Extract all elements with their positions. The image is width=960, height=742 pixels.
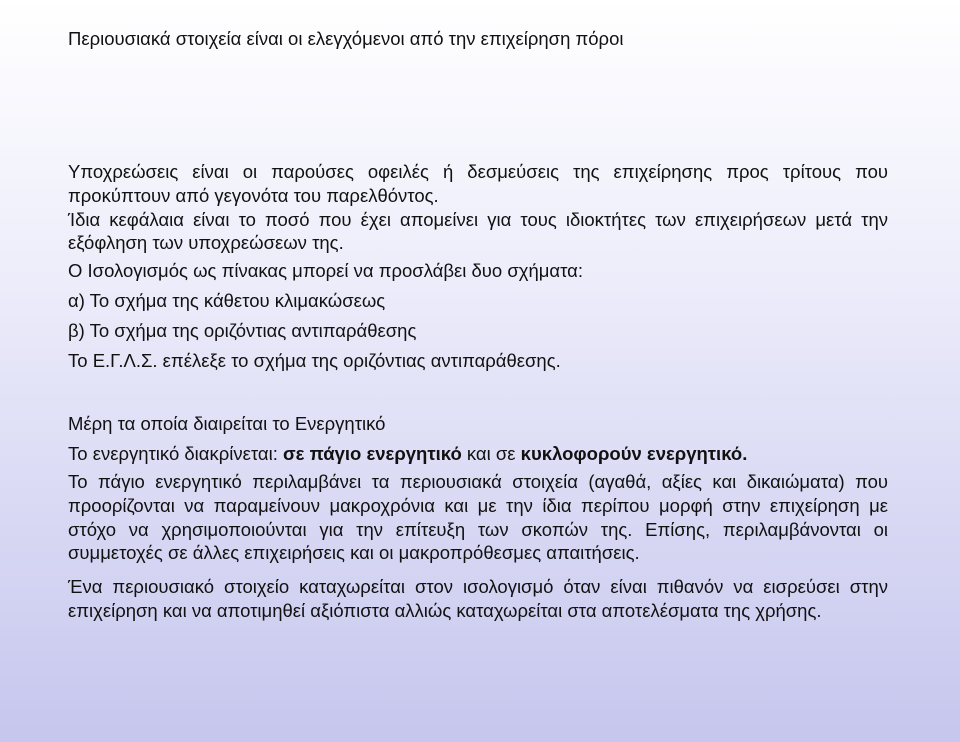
egls-choice: Το Ε.Γ.Λ.Σ. επέλεξε το σχήμα της οριζόντιας αντιπαράθεσης. — [68, 349, 561, 371]
assets-definition: Περιουσιακά στοιχεία είναι οι ελεγχόμενοι από την επιχείρηση πόροι — [68, 28, 624, 49]
current-assets-term: κυκλοφορούν ενεργητικό — [520, 442, 743, 464]
fixed-assets-term: σε πάγιο ενεργητικό — [283, 442, 462, 464]
definitions-block — [68, 160, 888, 372]
balance-sheet-forms: Ο Ισολογισμός ως πίνακας μπορεί να προσλάβει δυο σχήματα: — [68, 260, 584, 282]
fixed-assets-paragraph: Το πάγιο ενεργητικό περιλαμβάνει τα περιουσιακά στοιχεία (αγαθά, αξίες και δικαιώματα) που προορίζονται να παραμείνουν μακροχρόνια και με την ίδια περίπου μορφή στην επιχείρηση με στόχο να χρησιμοποιούνται για την επίτευξη των σκοπών της. Επίσης, περιλαμβάνονται οι συμμετοχές σε άλλες επιχειρήσεις και οι μακροπρόθεσμες απαιτήσεις. — [68, 471, 888, 564]
assets-split — [68, 442, 888, 466]
assets-parts-block — [68, 412, 888, 466]
assets-split-suffix: . — [742, 442, 748, 464]
liabilities-definition: Υποχρεώσεις είναι οι παρούσες οφειλές ή δεσμεύσεις της επιχείρησης προς τρίτους που προκύπτουν από γεγονότα του παρελθόντος. — [68, 161, 888, 206]
form-b: β) Το σχήμα της οριζόντιας αντιπαράθεσης — [68, 319, 417, 341]
fixed-assets-block — [68, 470, 888, 623]
assets-heading: Μέρη τα οποία διαιρείται το Ενεργητικό — [68, 413, 386, 434]
form-a: α) Το σχήμα της κάθετου κλιμακώσεως — [68, 289, 386, 311]
assets-split-prefix: Το ενεργητικό διακρίνεται: — [68, 442, 283, 464]
recognition-paragraph: Ένα περιουσιακό στοιχείο καταχωρείται στον ισολογισμό όταν είναι πιθανόν να εισρεύσει στην επιχείρηση και να αποτιμηθεί αξιόπιστα αλλιώς καταχωρείται στα αποτελέσματα της χρήσης. — [68, 576, 888, 621]
assets-split-middle: και σε — [461, 442, 521, 464]
equity-definition: Ίδια κεφάλαια είναι το ποσό που έχει απομείνει για τους ιδιοκτήτες των επιχειρήσεων μετά την εξόφληση των υποχρεώσεων της. — [68, 208, 888, 254]
